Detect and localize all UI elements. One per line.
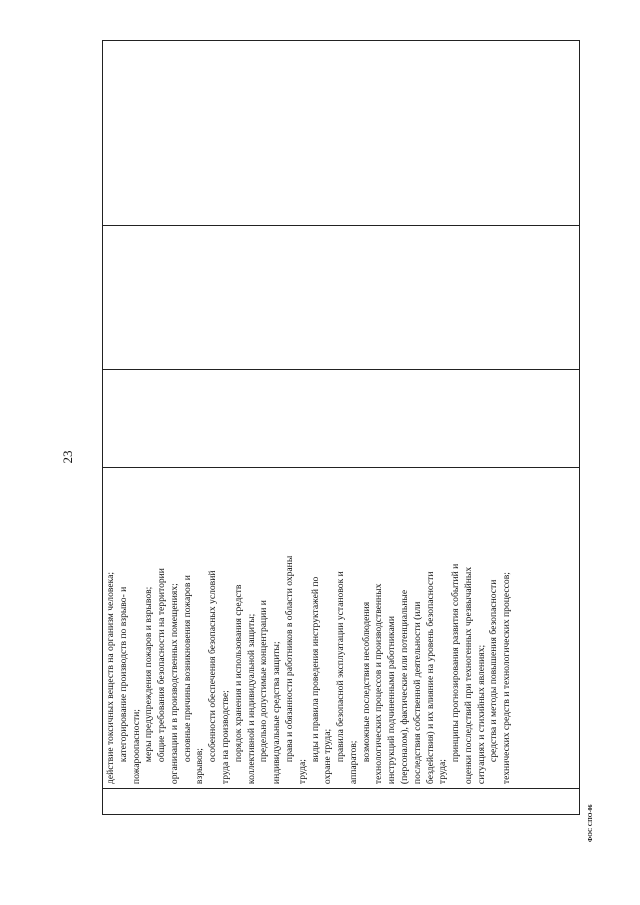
- content-line: технологических процессов и производственных: [373, 583, 385, 785]
- content-line: последствия собственной деятельности (или: [411, 601, 423, 785]
- content-line: индивидуальные средства защиты;: [271, 641, 283, 785]
- table-cell-empty: [103, 225, 579, 370]
- content-line: правила безопасной эксплуатации установок и: [335, 571, 347, 763]
- content-line: технических средств и технологических процессов;: [501, 572, 513, 785]
- content-line: ситуациях и стихийных явлениях;: [475, 644, 487, 785]
- content-line: меры предупреждения пожаров и взрывов;: [143, 586, 155, 763]
- content-line: возможные последствия несоблюдения: [360, 601, 372, 763]
- table-cell-index: [103, 788, 579, 814]
- content-line: коллективной и индивидуальной защиты;: [245, 613, 257, 785]
- content-line: бездействия) и их влияние на уровень безопасности: [424, 571, 436, 785]
- content-line: принципы прогнозирования развития событий и: [450, 563, 462, 763]
- content-line: труда;: [296, 759, 308, 785]
- content-list: [103, 468, 514, 788]
- page-number: 23: [60, 450, 75, 464]
- content-line: труда;: [437, 759, 449, 785]
- table-cell-empty: [103, 369, 579, 467]
- content-line: взрывов;: [194, 748, 206, 785]
- competency-table: [102, 40, 580, 815]
- table-cell-content: [103, 467, 579, 788]
- content-line: категорирование производств по взрыво- и: [117, 586, 129, 763]
- content-line: предельно допустимые концентрации и: [258, 600, 270, 763]
- content-line: оценки последствий при техногенных чрезвычайных: [462, 566, 474, 785]
- content-line: порядок хранения и использования средств: [232, 584, 244, 763]
- content-line: общие требования безопасности на территории: [156, 568, 168, 763]
- content-line: (персоналом), фактические или потенциальные: [398, 589, 410, 785]
- table-cell-empty: [103, 41, 579, 225]
- content-line: труда на производстве;: [220, 690, 232, 785]
- content-line: инструкций подчиненными работниками: [386, 616, 398, 785]
- content-line: охране труда;: [322, 728, 334, 785]
- content-line: организации и в производственных помещениях;: [168, 583, 180, 785]
- content-line: права и обязанности работников в области охраны: [283, 555, 295, 763]
- content-line: пожароопасности;: [130, 709, 142, 785]
- content-line: особенности обеспечения безопасных условий: [207, 570, 219, 763]
- content-line: основные причины возникновения пожаров и: [181, 575, 193, 763]
- content-line: средства и методы повышения безопасности: [488, 579, 500, 763]
- footer-code: ФОС СПО-06: [588, 804, 594, 842]
- content-line: виды и правила проведения инструктажей по: [309, 576, 321, 763]
- content-line: аппаратов;: [347, 740, 359, 785]
- content-line: действие токсичных веществ на организм человека;: [105, 571, 116, 785]
